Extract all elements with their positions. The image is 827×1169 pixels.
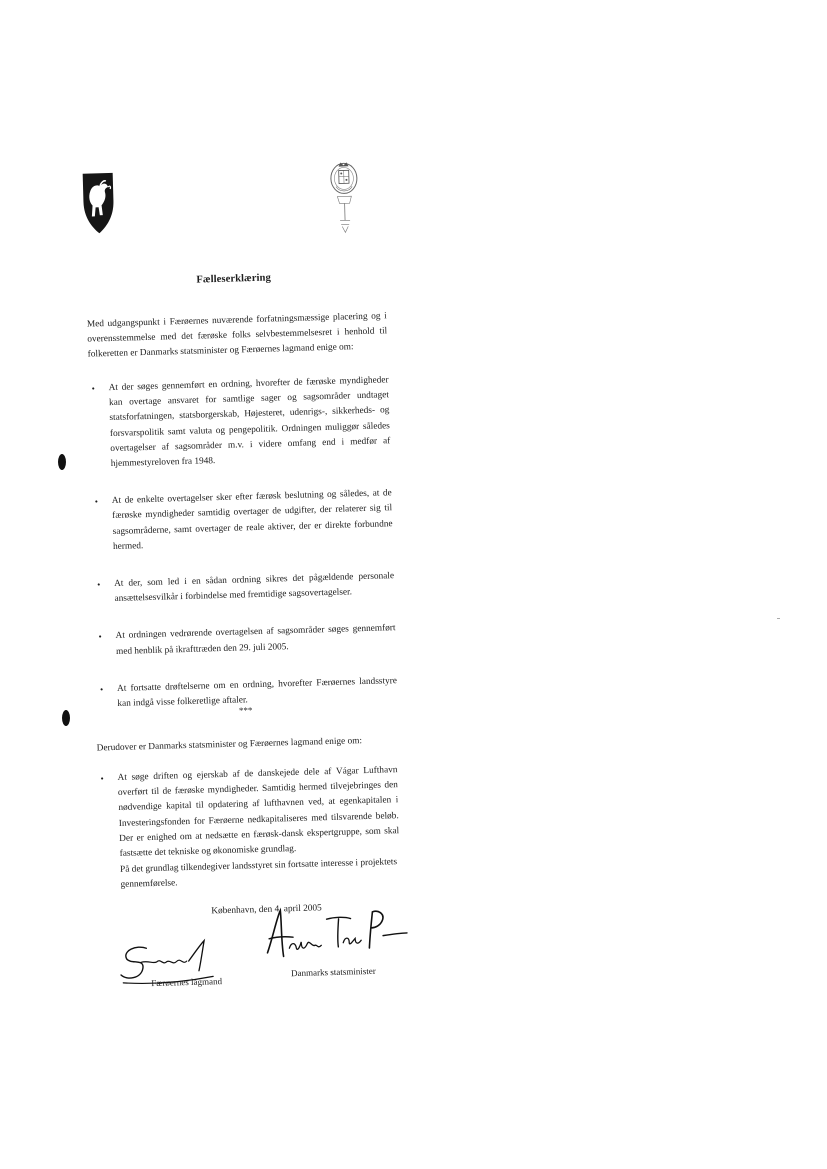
place-and-date: København, den 4. april 2005 [211, 903, 322, 917]
closing-extra-text: På det grundlag tilkendegiver landsstyret sin fortsatte interesse i projektets gennemførelse. [119, 857, 398, 890]
section-separator: *** [238, 705, 253, 716]
scan-speck [777, 618, 780, 619]
faroe-coat-of-arms-icon [81, 171, 117, 236]
bullet-icon: • [98, 631, 102, 642]
closing-points-list [97, 763, 399, 863]
closing-intro-paragraph: Derudover er Danmarks statsminister og Færøernes lagmand enige om: [96, 736, 363, 754]
point-text: At der søges gennemført en ordning, hvorefter de færøske myndigheder kan overtage ansvaret for samtlige sager og sagsområder undtaget statsforfatningen, statsborgerskab, Højesteret, udenrigs-, sikkerheds- og forsvarspolitik samt valuta og pengepolitik. Ordningen muliggør således overtagelser af sagsområder m.v. i videre omfang end i medfør af hjemmestyreloven fra 1948. [108, 375, 391, 470]
danish-royal-seal-icon [326, 156, 362, 235]
bullet-icon: • [100, 773, 104, 784]
bullet-icon: • [91, 383, 95, 394]
point-text: At de enkelte overtagelser sker efter færøsk beslutning og således, at de færøske myndigheder samtidig overtager de udgifter, der relaterer sig til sagsområderne, samt overtager de reale aktiver, der er direkte forbundne hermed. [111, 488, 393, 552]
document-title: Fælleserklæring [196, 272, 272, 286]
list-item [95, 622, 396, 661]
signature-prime-minister-icon [258, 903, 410, 967]
punch-hole-upper [58, 454, 66, 470]
bullet-icon: • [94, 496, 99, 507]
agreement-points-list [88, 373, 398, 734]
bullet-icon: • [99, 684, 104, 695]
list-item [97, 763, 399, 863]
list-item [94, 569, 395, 608]
signatory-label-lagmand: Færøernes lagmand [151, 976, 223, 989]
signatory-label-prime-minister: Danmarks statsminister [290, 965, 376, 979]
punch-hole-lower [62, 710, 70, 726]
point-text: At fortsatte drøftelserne om en ordning, hvorefter Færøernes landsstyre kan indgå visse folkeretlige aftaler. [116, 675, 398, 709]
bullet-icon: • [97, 579, 101, 590]
point-text: At søge driften og ejerskab af de danskejede dele af Vágar Lufthavn overført til de færøske myndigheder. Samtidig hermed tilvejebringes den nødvendige kapital til opdatering af lufthavnen ved, at egenkapitalen i Investeringsfonden for Færøerne nedkapitaliseres med tilsvarende beløb. Der er enighed om at nedsætte en færøsk-dansk ekspertgruppe, som skal fastsætte det tekniske og økonomiske grundlag. [117, 765, 400, 859]
list-item [92, 486, 394, 555]
list-item [88, 373, 390, 473]
point-text: At ordningen vedrørende overtagelsen af sagsområder søges gennemført med henblik på ikrafttræden den 29. juli 2005. [115, 623, 396, 657]
point-text: At der, som led i en sådan ordning sikres det pågældende personale ansættelsesvilkår i forbindelse med fremtidige sagsovertagelser. [113, 571, 395, 605]
declaration-sheet [72, 141, 426, 1000]
intro-paragraph: Med udgangspunkt i Færøernes nuværende forfatningsmæssige placering og i overensstemmelse med det færøske folks selvbestemmelsesret i henhold til folkeretten er Danmarks statsminister og Færøernes lagmand enige om: [86, 311, 388, 361]
